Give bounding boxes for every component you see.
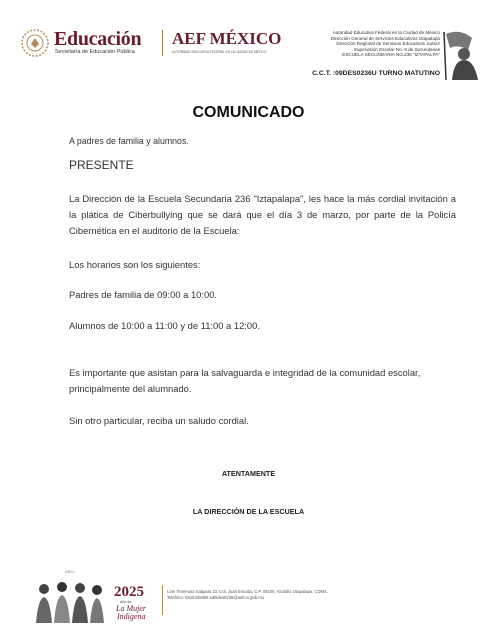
footer-year: 2025 [114, 584, 144, 600]
heroine-portrait-image [442, 28, 482, 80]
footer-indigena: Indígena [117, 612, 146, 621]
header-divider [162, 30, 163, 56]
education-emblem-logo [20, 28, 50, 58]
indigenous-women-illustration [32, 575, 110, 623]
institution-line: Supervisión Escolar No. 8 de Secundarias [353, 46, 440, 52]
schedule-parents: Padres de familia de 09:00 a 10:00. [69, 289, 218, 300]
phone-email-line: Teléfono: 5515336856 sd0ides0236@aefcm.gob.mx [167, 595, 264, 601]
footer-divider [162, 585, 163, 615]
institution-line: ESCUELA SECUNDARIA NO.236 "IZTAPALPA" [342, 52, 440, 58]
education-logo-title: Educación [54, 28, 142, 50]
institution-block [331, 30, 440, 58]
aef-logo-title [172, 29, 281, 49]
closing-line: Sin otro particular, reciba un saludo cordial. [69, 415, 249, 426]
importance-paragraph: Es importante que asistan para la salvaguarda e integridad de la comunidad escolar, principalmente del alumnado. [69, 367, 421, 394]
footer-small-label: ARCI [65, 569, 75, 574]
regards-line: ATENTAMENTE [221, 469, 276, 478]
footer-address [167, 589, 328, 601]
address-line: Lote Temeroso Salgado 23, Col. Juan Escutia, C.P. 09100, Alcaldía Iztapalapa, CDMX. [167, 589, 328, 594]
greeting-presente: PRESENTE [69, 158, 134, 172]
intro-paragraph: La Dirección de la Escuela Secundaria 236 "Iztapalapa", les hace la más cordial invitación a la plática de Ciberbullying que se dará que el día 3 de marzo, por parte de la Policía Cibernética en el auditorio de la Escuela: [69, 193, 456, 236]
footer-mujer: La Mujer [116, 604, 146, 613]
schedule-students: Alumnos de 10:00 a 11:00 y de 11:00 a 12:00. [69, 320, 260, 331]
institution-line: Dirección General de Servicios Educativos Iztapalapa [330, 35, 440, 41]
schedule-heading: Los horarios son los siguientes: [69, 259, 201, 270]
institution-line: Autoridad Educativa Federal en la Ciudad de México [332, 30, 440, 35]
aef-logo-text: AEF MÉXICO [172, 29, 282, 48]
education-logo-subtitle: Secretaría de Educación Pública [55, 49, 135, 55]
footer-year-subtitle: Año de [120, 600, 132, 604]
signature-line: LA DIRECCIÓN DE LA ESCUELA [192, 507, 305, 516]
cct-turno-line: C.C.T. :09DES0236U TURNO MATUTINO [312, 70, 440, 77]
addressee-line: A padres de familia y alumnos. [69, 136, 189, 146]
document-title: COMUNICADO [192, 104, 305, 121]
aef-logo-subtitle: AUTORIDAD EDUCATIVA FEDERAL EN LA CIUDAD DE MÉXICO [172, 50, 267, 54]
institution-line: Dirección Regional de Servicios Educativos Juárez [336, 41, 440, 47]
